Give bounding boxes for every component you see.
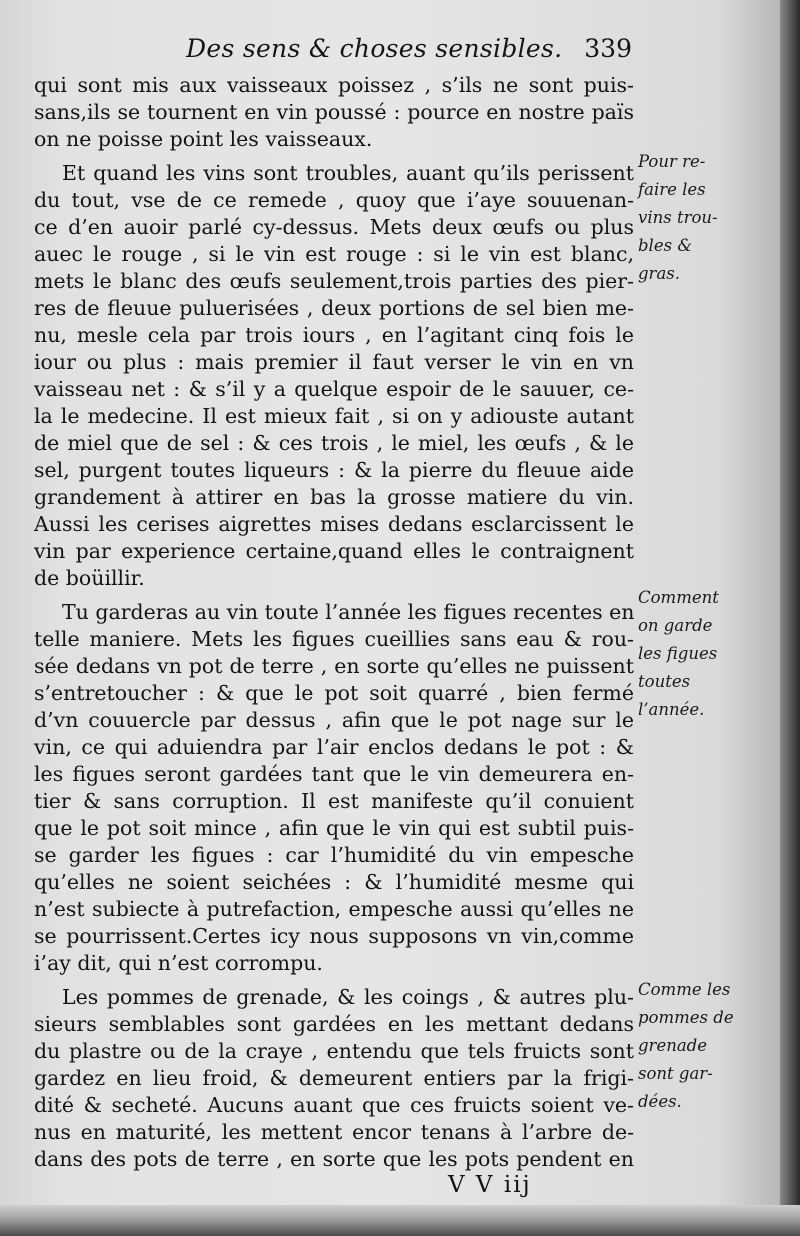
text-line: de boüillir. [34,566,145,590]
margin-note-line: toutes [638,672,691,691]
margin-note-line: gras. [638,264,680,283]
margin-note-line: grenade [638,1036,708,1055]
text-line: i’ay dit, qui n’est corrompu. [34,951,323,975]
text-line: res de fleuue puluerisées , deux portions de sel bien me- [34,296,634,320]
text-line: s’entretoucher : & que le pot soit quarré , bien fermé [34,681,634,705]
text-line: qu’elles ne soient seichées : & l’humidité mesme qui [34,870,634,894]
text-line: Tu garderas au vin toute l’année les figues recentes en [62,600,635,624]
text-line: la le medecine. Il est mieux fait , si on y adiouste autant [34,404,634,428]
margin-note [638,148,780,288]
text-line: vaisseau net : & s’il y a quelque espoir de le sauuer, ce- [34,377,634,401]
margin-note [638,584,780,724]
text-line: sieurs semblables sont gardées en les mettant dedans [34,1012,634,1036]
paragraph [34,599,634,977]
text-line: iour ou plus : mais premier il faut verser le vin en vn [34,350,634,374]
text-line: Aussi les cerises aigrettes mises dedans esclarcissent le [34,512,634,536]
text-line: sel, purgent toutes liqueurs : & la pierre du fleuue aide [34,458,634,482]
paragraph [34,160,634,592]
margin-note-line: faire les [638,180,706,199]
text-line: qui sont mis aux vaisseaux poissez , s’ils ne sont puis- [34,73,634,97]
text-line: vin par experience certaine,quand elles le contraignent [34,539,634,563]
text-line: dans des pots de terre , en sorte que les pots pendent en [34,1147,634,1171]
page-header [186,32,632,68]
text-line: ce d’en auoir parlé cy-dessus. Mets deux œufs ou plus [34,215,634,239]
text-line: on ne poisse point les vaisseaux. [34,127,373,151]
main-text [34,72,634,1173]
margin-note-line: les figues [638,644,718,663]
text-line: les figues seront gardées tant que le vin demeurera en- [34,762,634,786]
text-line: Les pommes de grenade, & les coings , & autres plu- [62,985,634,1009]
text-line: d’vn couuercle par dessus , afin que le pot nage sur le [34,708,634,732]
page-number: 339 [584,34,632,63]
margin-note-line: bles & [638,236,693,255]
text-line: de miel que de sel : & ces trois , le miel, les œufs , & le [34,431,634,455]
margin-note-line: l’année. [638,700,705,719]
text-line: tier & sans corruption. Il est manifeste qu’il conuient [34,789,634,813]
text-line: se garder les figues : car l’humidité du vin empesche [34,843,634,867]
text-line: que le pot soit mince , afin que le vin qui est subtil puis- [34,816,634,840]
signature-mark: V V iij [448,1172,532,1198]
running-title: Des sens & choses sensibles. [186,34,563,63]
page-edge-shadow [780,0,800,1236]
text-line: auec le rouge , si le vin est rouge : si le vin est blanc, [34,242,634,266]
text-line: nus en maturité, les mettent encor tenans à l’arbre de- [34,1120,634,1144]
text-line: mets le blanc des œufs seulement,trois parties des pier- [34,269,634,293]
text-line: n’est subiecte à putrefaction, empesche aussi qu’elles ne [34,897,634,921]
text-line: se pourrissent.Certes icy nous supposons vn vin,comme [34,924,634,948]
paragraph [34,72,634,153]
text-line: du tout, vse de ce remede , quoy que i’aye souuenan- [34,188,634,212]
text-line: grandement à attirer en bas la grosse matiere du vin. [34,485,634,509]
margin-note-line: Comme les [638,980,731,999]
text-line: dité & secheté. Aucuns auant que ces fruicts soient ve- [34,1093,634,1117]
margin-note [638,976,780,1116]
margin-note-line: dées. [638,1092,682,1111]
text-line: sans,ils se tournent en vin poussé : pource en nostre païs [34,100,634,124]
margin-note-line: on garde [638,616,713,635]
text-line: vin, ce qui aduiendra par l’air enclos dedans le pot : & [34,735,634,759]
text-line: sée dedans vn pot de terre , en sorte qu’elles ne puissent [34,654,634,678]
text-line: gardez en lieu froid, & demeurent entiers par la frigi- [34,1066,634,1090]
text-line: Et quand les vins sont troubles, auant qu’ils perissent [62,161,634,185]
text-line: telle maniere. Mets les figues cueillies sans eau & rou- [34,627,634,651]
margin-note-line: Pour re- [638,152,706,171]
paragraph [34,984,634,1173]
margin-note-line: pommes de [638,1008,734,1027]
text-line: du plastre ou de la craye , entendu que tels fruicts sont [34,1039,634,1063]
margin-note-line: sont gar- [638,1064,713,1083]
page-bottom-edge [0,1205,800,1236]
margin-note-line: vins trou- [638,208,718,227]
margin-note-line: Comment [638,588,719,607]
text-line: nu, mesle cela par trois iours , en l’agitant cinq fois le [34,323,634,347]
